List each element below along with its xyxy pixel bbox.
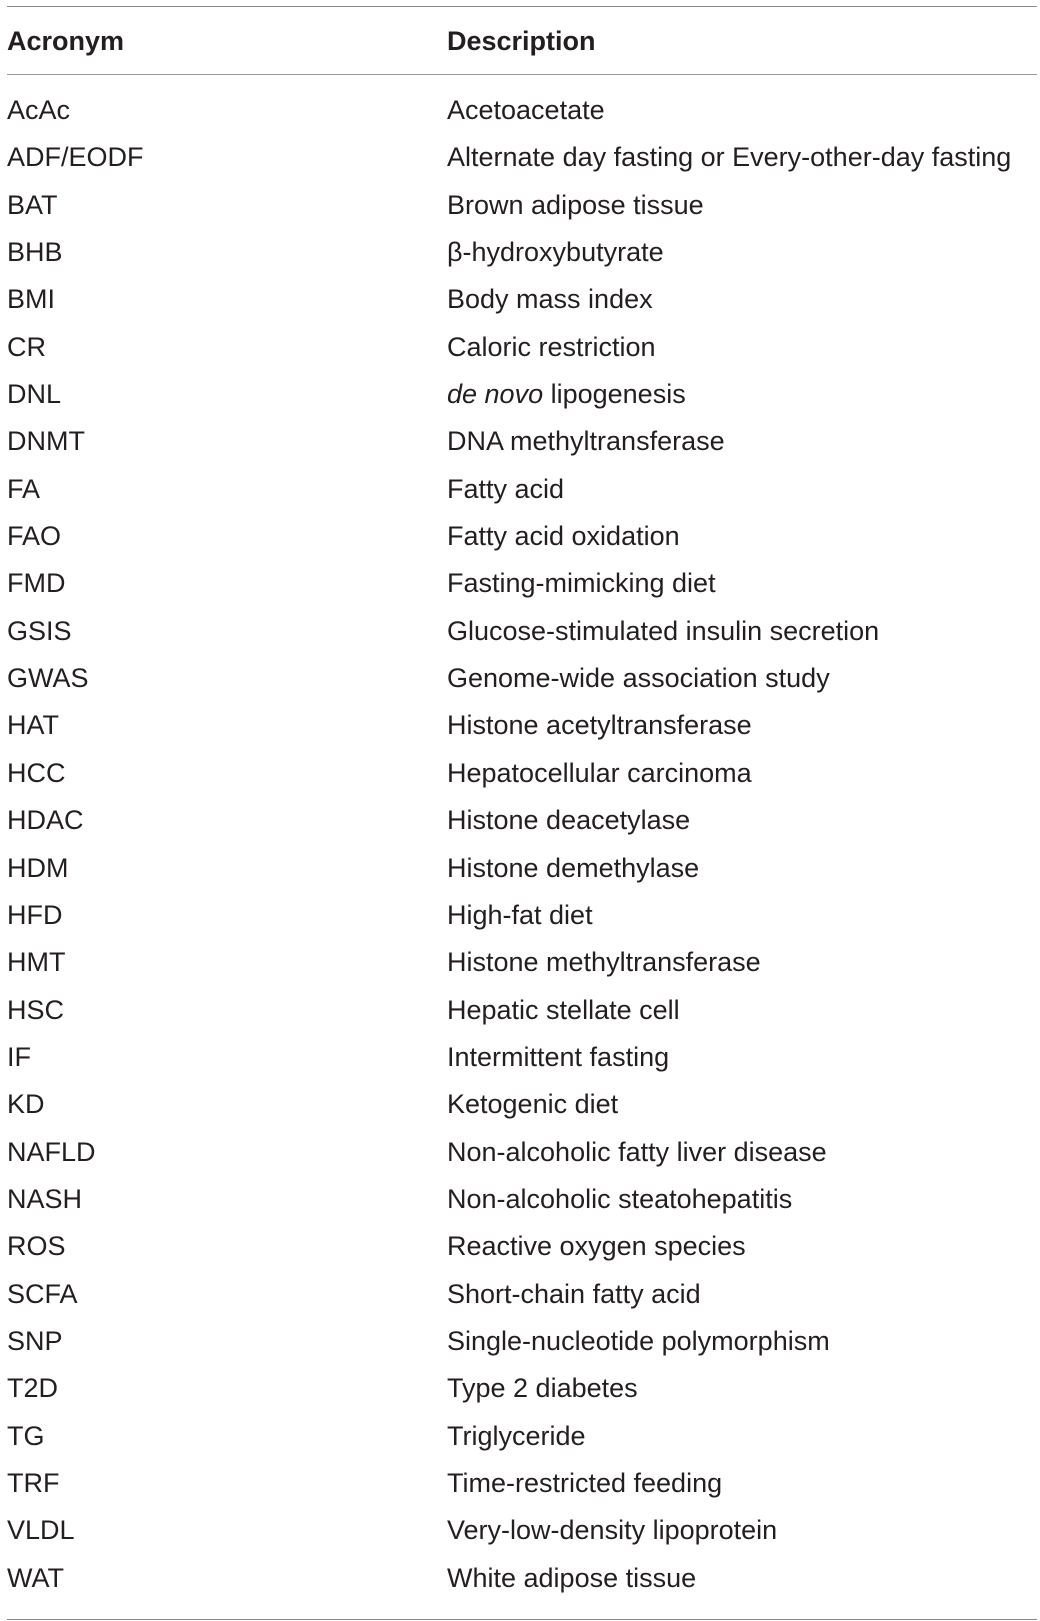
acronym-cell: FA [7,473,41,504]
table-header [7,7,1037,74]
description-text: lipogenesis [543,379,686,410]
acronym-cell: TRF [7,1467,60,1498]
table-body [7,75,1037,1619]
description-cell: Fatty acid [447,473,565,504]
table-row [7,1132,1037,1179]
acronym-cell: GSIS [7,615,72,646]
description-cell: Fasting-mimicking diet [447,568,716,599]
description-cell: Time-restricted feeding [447,1467,723,1498]
table-row [7,90,1037,137]
acronym-cell: DNL [7,379,62,410]
acronym-cell: BHB [7,237,63,268]
acronym-cell: HSC [7,994,65,1025]
acronym-cell: HFD [7,899,63,930]
table-row [7,753,1037,800]
header-description: Description [447,26,596,56]
table-row [7,1179,1037,1226]
table-row [7,421,1037,468]
table-row [7,279,1037,326]
description-cell: Very-low-density lipoprotein [447,1515,778,1546]
table-row [7,516,1037,563]
acronym-cell: SCFA [7,1278,78,1309]
description-cell: Triglyceride [447,1420,586,1451]
description-cell: Acetoacetate [447,95,605,125]
table-row [7,563,1037,610]
description-cell: Genome-wide association study [447,663,830,694]
table-row [7,1368,1037,1415]
description-cell: Histone deacetylase [447,805,691,836]
description-cell: Reactive oxygen species [447,1231,746,1262]
description-cell: Intermittent fasting [447,1041,670,1072]
table-row [7,611,1037,658]
bottom-rule [7,1619,1037,1620]
table-row [7,137,1037,184]
description-cell: High-fat diet [447,899,593,930]
table-row [7,848,1037,895]
acronym-cell: HAT [7,710,59,741]
acronym-cell: TG [7,1420,45,1451]
table-row [7,1463,1037,1510]
description-cell: Caloric restriction [447,331,656,362]
description-cell: Hepatic stellate cell [447,994,680,1025]
description-cell: Brown adipose tissue [447,189,704,220]
description-cell: White adipose tissue [447,1562,697,1593]
table-row [7,1226,1037,1273]
table-row [7,1274,1037,1321]
acronym-cell: NAFLD [7,1136,96,1167]
acronym-cell: BAT [7,189,58,220]
description-cell: Histone methyltransferase [447,947,761,978]
acronym-cell: BMI [7,284,56,315]
table-row [7,658,1037,705]
table-row [7,942,1037,989]
table-row [7,800,1037,847]
description-cell: Ketogenic diet [447,1089,619,1120]
description-cell: Fatty acid oxidation [447,521,680,552]
acronym-cell: NASH [7,1183,83,1214]
table-row [7,374,1037,421]
table-row [7,1416,1037,1463]
table-row [7,327,1037,374]
acronym-table [7,6,1037,1620]
description-cell: Histone demethylase [447,852,700,883]
table-row [7,1037,1037,1084]
table-row [7,185,1037,232]
acronym-cell: IF [7,1041,31,1072]
description-cell: Single-nucleotide polymorphism [447,1325,830,1356]
description-cell: Short-chain fatty acid [447,1278,701,1309]
table-row [7,469,1037,516]
acronym-cell: HDAC [7,805,84,836]
header-acronym: Acronym [7,26,125,56]
description-cell: Body mass index [447,284,653,315]
acronym-cell: GWAS [7,663,89,694]
acronym-cell: HCC [7,757,66,788]
description-cell: β-hydroxybutyrate [447,237,664,268]
description-cell: Alternate day fasting or Every-other-day fasting [447,142,1012,173]
description-cell: Non-alcoholic fatty liver disease [447,1136,827,1167]
table-row [7,1321,1037,1368]
acronym-cell: CR [7,331,46,362]
acronym-cell: AcAc [7,95,71,125]
table-row [7,232,1037,279]
acronym-cell: ROS [7,1231,66,1262]
table-row [7,1084,1037,1131]
table-row [7,1510,1037,1557]
description-cell: DNA methyltransferase [447,426,725,457]
acronym-cell: WAT [7,1562,64,1593]
acronym-cell: T2D [7,1373,59,1404]
description-italic-text: de novo [447,379,544,410]
table-row [7,895,1037,942]
table-row [7,705,1037,752]
acronym-cell: FAO [7,521,62,552]
table-row [7,990,1037,1037]
description-cell: Type 2 diabetes [447,1373,638,1404]
acronym-cell: VLDL [7,1515,75,1546]
description-cell: Glucose-stimulated insulin secretion [447,615,880,646]
acronym-cell: ADF/EODF [7,142,144,173]
acronym-cell: KD [7,1089,45,1120]
acronym-cell: DNMT [7,426,85,457]
acronym-cell: HDM [7,852,69,883]
description-cell: Histone acetyltransferase [447,710,752,741]
acronym-cell: FMD [7,568,66,599]
table-row [7,1558,1037,1605]
description-cell: Non-alcoholic steatohepatitis [447,1183,793,1214]
acronym-cell: HMT [7,947,66,978]
description-cell: Hepatocellular carcinoma [447,757,752,788]
acronym-cell: SNP [7,1325,63,1356]
description-cell [447,374,686,414]
